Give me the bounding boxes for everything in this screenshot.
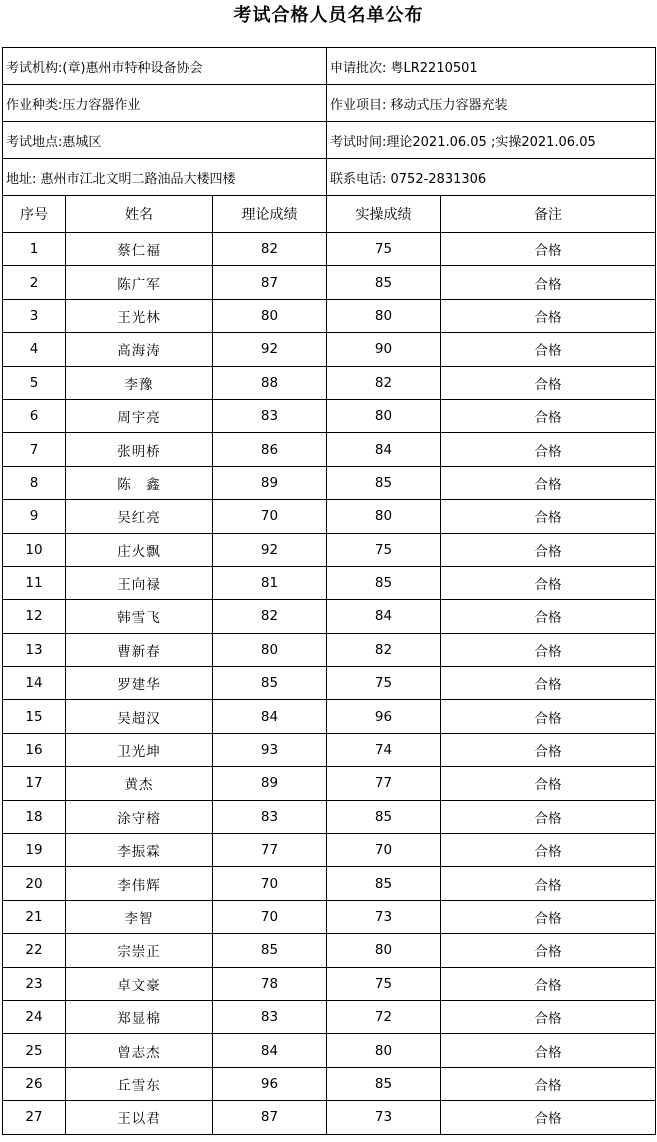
cell-no: 6: [3, 399, 66, 432]
cell-name: 蔡仁福: [66, 233, 213, 266]
cell-theory: 70: [213, 500, 327, 533]
info-row-1: [3, 48, 656, 85]
table-row: [3, 533, 656, 566]
cell-theory: 88: [213, 366, 327, 399]
cell-remark: 合格: [441, 600, 656, 633]
cell-remark: 合格: [441, 800, 656, 833]
table-row: [3, 1101, 656, 1134]
cell-theory: 82: [213, 600, 327, 633]
cell-theory: 92: [213, 333, 327, 366]
info-row-4: [3, 159, 656, 196]
header-theory: 理论成绩: [213, 196, 327, 233]
cell-no: 13: [3, 633, 66, 666]
cell-practice: 85: [327, 867, 441, 900]
cell-theory: 82: [213, 233, 327, 266]
approval-batch: 申请批次: 粤LR2210501: [327, 48, 656, 85]
cell-name: 王以君: [66, 1101, 213, 1134]
cell-remark: 合格: [441, 733, 656, 766]
cell-name: 吴红亮: [66, 500, 213, 533]
table-row: [3, 1067, 656, 1100]
cell-practice: 80: [327, 399, 441, 432]
cell-theory: 83: [213, 399, 327, 432]
info-row-3: [3, 122, 656, 159]
exam-time: 考试时间:理论2021.06.05 ;实操2021.06.05: [327, 122, 656, 159]
cell-theory: 87: [213, 1101, 327, 1134]
table-row: [3, 633, 656, 666]
cell-practice: 74: [327, 733, 441, 766]
header-no: 序号: [3, 196, 66, 233]
table-row: [3, 800, 656, 833]
cell-remark: 合格: [441, 667, 656, 700]
cell-no: 10: [3, 533, 66, 566]
cell-no: 3: [3, 299, 66, 332]
table-row: [3, 466, 656, 499]
cell-remark: 合格: [441, 767, 656, 800]
cell-theory: 93: [213, 733, 327, 766]
cell-theory: 96: [213, 1067, 327, 1100]
cell-name: 李伟辉: [66, 867, 213, 900]
table-row: [3, 1034, 656, 1067]
cell-practice: 72: [327, 1000, 441, 1033]
cell-practice: 73: [327, 900, 441, 933]
cell-practice: 75: [327, 533, 441, 566]
cell-name: 吴超汉: [66, 700, 213, 733]
table-row: [3, 867, 656, 900]
cell-name: 郑显棉: [66, 1000, 213, 1033]
cell-name: 卫光坤: [66, 733, 213, 766]
cell-name: 丘雪东: [66, 1067, 213, 1100]
cell-theory: 83: [213, 800, 327, 833]
cell-remark: 合格: [441, 533, 656, 566]
cell-no: 15: [3, 700, 66, 733]
cell-remark: 合格: [441, 299, 656, 332]
cell-remark: 合格: [441, 1000, 656, 1033]
cell-no: 1: [3, 233, 66, 266]
cell-no: 11: [3, 566, 66, 599]
cell-practice: 80: [327, 934, 441, 967]
cell-theory: 80: [213, 633, 327, 666]
cell-theory: 85: [213, 934, 327, 967]
cell-theory: 87: [213, 266, 327, 299]
cell-practice: 75: [327, 967, 441, 1000]
table-header: [3, 196, 656, 233]
cell-theory: 89: [213, 466, 327, 499]
work-item: 作业项目: 移动式压力容器充装: [327, 85, 656, 122]
cell-practice: 80: [327, 1034, 441, 1067]
table-row: [3, 600, 656, 633]
cell-practice: 70: [327, 834, 441, 867]
cell-practice: 84: [327, 433, 441, 466]
cell-practice: 85: [327, 566, 441, 599]
cell-name: 李智: [66, 900, 213, 933]
header-name: 姓名: [66, 196, 213, 233]
cell-theory: 77: [213, 834, 327, 867]
cell-theory: 70: [213, 900, 327, 933]
cell-name: 黄杰: [66, 767, 213, 800]
cell-remark: 合格: [441, 566, 656, 599]
table-row: [3, 366, 656, 399]
cell-no: 22: [3, 934, 66, 967]
cell-no: 9: [3, 500, 66, 533]
cell-remark: 合格: [441, 867, 656, 900]
cell-practice: 75: [327, 233, 441, 266]
cell-practice: 84: [327, 600, 441, 633]
cell-practice: 85: [327, 466, 441, 499]
table-row: [3, 767, 656, 800]
cell-no: 21: [3, 900, 66, 933]
cell-theory: 83: [213, 1000, 327, 1033]
table-row: [3, 834, 656, 867]
cell-name: 卓文豪: [66, 967, 213, 1000]
cell-no: 19: [3, 834, 66, 867]
cell-theory: 80: [213, 299, 327, 332]
cell-practice: 90: [327, 333, 441, 366]
cell-practice: 75: [327, 667, 441, 700]
cell-remark: 合格: [441, 1034, 656, 1067]
cell-practice: 85: [327, 800, 441, 833]
cell-name: 李豫: [66, 366, 213, 399]
cell-remark: 合格: [441, 433, 656, 466]
table-row: [3, 700, 656, 733]
cell-practice: 85: [327, 266, 441, 299]
cell-theory: 70: [213, 867, 327, 900]
table-row: [3, 967, 656, 1000]
cell-name: 高海涛: [66, 333, 213, 366]
cell-theory: 92: [213, 533, 327, 566]
cell-name: 庄火飘: [66, 533, 213, 566]
table-row: [3, 900, 656, 933]
cell-remark: 合格: [441, 466, 656, 499]
table-row: [3, 433, 656, 466]
cell-name: 罗建华: [66, 667, 213, 700]
cell-no: 23: [3, 967, 66, 1000]
table-row: [3, 733, 656, 766]
cell-name: 李振霖: [66, 834, 213, 867]
cell-no: 27: [3, 1101, 66, 1134]
cell-remark: 合格: [441, 233, 656, 266]
cell-remark: 合格: [441, 700, 656, 733]
cell-practice: 80: [327, 299, 441, 332]
cell-name: 王光林: [66, 299, 213, 332]
cell-name: 周宇亮: [66, 399, 213, 432]
cell-name: 陈广军: [66, 266, 213, 299]
work-type: 作业种类:压力容器作业: [3, 85, 327, 122]
cell-name: 曹新春: [66, 633, 213, 666]
table-row: [3, 500, 656, 533]
cell-no: 2: [3, 266, 66, 299]
cell-remark: 合格: [441, 834, 656, 867]
cell-no: 7: [3, 433, 66, 466]
cell-theory: 86: [213, 433, 327, 466]
cell-practice: 77: [327, 767, 441, 800]
cell-theory: 78: [213, 967, 327, 1000]
cell-no: 18: [3, 800, 66, 833]
cell-name: 曾志杰: [66, 1034, 213, 1067]
address: 地址: 惠州市江北文明二路油品大楼四楼: [3, 159, 327, 196]
header-practice: 实操成绩: [327, 196, 441, 233]
cell-no: 25: [3, 1034, 66, 1067]
table-row: [3, 566, 656, 599]
exam-org: 考试机构:(章)惠州市特种设备协会: [3, 48, 327, 85]
cell-no: 4: [3, 333, 66, 366]
cell-name: 宗崇正: [66, 934, 213, 967]
cell-practice: 96: [327, 700, 441, 733]
cell-theory: 81: [213, 566, 327, 599]
contact-phone: 联系电话: 0752-2831306: [327, 159, 656, 196]
cell-practice: 85: [327, 1067, 441, 1100]
cell-no: 20: [3, 867, 66, 900]
cell-practice: 73: [327, 1101, 441, 1134]
table-row: [3, 333, 656, 366]
cell-no: 14: [3, 667, 66, 700]
cell-theory: 85: [213, 667, 327, 700]
table-row: [3, 1000, 656, 1033]
cell-remark: 合格: [441, 366, 656, 399]
cell-remark: 合格: [441, 399, 656, 432]
cell-remark: 合格: [441, 1101, 656, 1134]
cell-remark: 合格: [441, 333, 656, 366]
cell-practice: 82: [327, 633, 441, 666]
table-row: [3, 233, 656, 266]
cell-remark: 合格: [441, 900, 656, 933]
cell-name: 韩雪飞: [66, 600, 213, 633]
cell-theory: 84: [213, 700, 327, 733]
cell-no: 5: [3, 366, 66, 399]
cell-practice: 80: [327, 500, 441, 533]
cell-remark: 合格: [441, 1067, 656, 1100]
table-row: [3, 266, 656, 299]
cell-no: 12: [3, 600, 66, 633]
cell-no: 26: [3, 1067, 66, 1100]
header-remark: 备注: [441, 196, 656, 233]
results-table: [2, 47, 656, 1135]
cell-name: 王向禄: [66, 566, 213, 599]
table-row: [3, 299, 656, 332]
cell-remark: 合格: [441, 967, 656, 1000]
exam-location: 考试地点:惠城区: [3, 122, 327, 159]
table-row: [3, 934, 656, 967]
info-row-2: [3, 85, 656, 122]
cell-remark: 合格: [441, 500, 656, 533]
cell-remark: 合格: [441, 266, 656, 299]
page-title: 考试合格人员名单公布: [233, 5, 424, 26]
cell-practice: 82: [327, 366, 441, 399]
table-row: [3, 667, 656, 700]
cell-theory: 84: [213, 1034, 327, 1067]
cell-no: 8: [3, 466, 66, 499]
cell-theory: 89: [213, 767, 327, 800]
cell-no: 16: [3, 733, 66, 766]
cell-remark: 合格: [441, 934, 656, 967]
cell-name: 张明桥: [66, 433, 213, 466]
table-row: [3, 399, 656, 432]
cell-remark: 合格: [441, 633, 656, 666]
cell-no: 24: [3, 1000, 66, 1033]
cell-name: 陈 鑫: [66, 466, 213, 499]
cell-name: 涂守榕: [66, 800, 213, 833]
cell-no: 17: [3, 767, 66, 800]
